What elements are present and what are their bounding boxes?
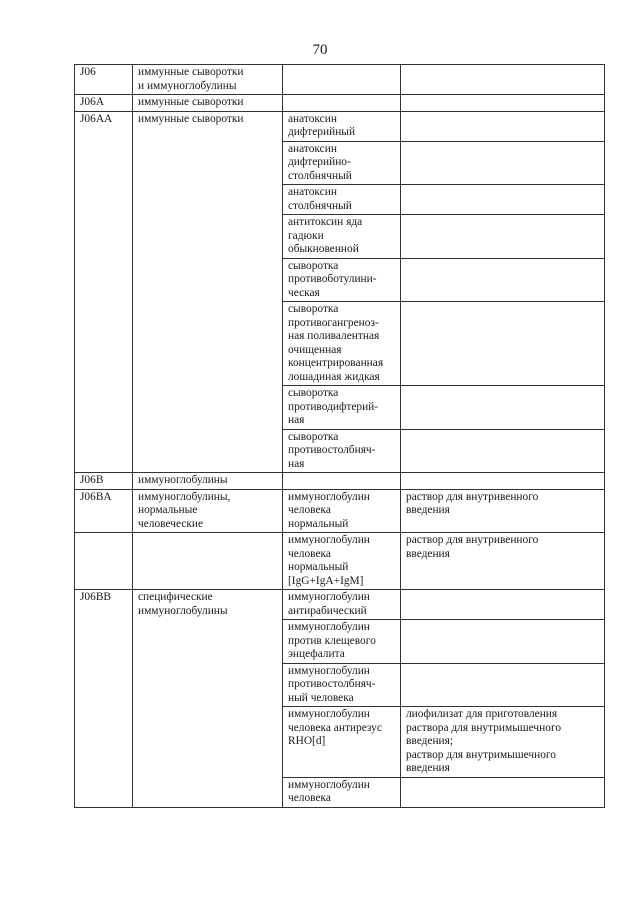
- page-number: 70: [312, 42, 328, 58]
- dosage-form: [401, 65, 605, 95]
- drug-name: иммуноглобулин противостолбняч- ный человека: [283, 663, 401, 707]
- table-row: [75, 489, 605, 533]
- pharmacological-group: иммуноглобулины, нормальные человеческие: [133, 489, 283, 533]
- dosage-form: лиофилизат для приготовления раствора для внутримышечного введения; раствор для внутримышечного введения: [401, 707, 605, 778]
- dosage-form: [401, 141, 605, 185]
- atc-code: J06BB: [75, 590, 133, 808]
- drug-name: иммуноглобулин против клещевого энцефалита: [283, 620, 401, 664]
- atc-code: J06: [75, 65, 133, 95]
- dosage-form: [401, 302, 605, 386]
- atc-code: J06BA: [75, 489, 133, 533]
- drug-name: сыворотка противостолбняч- ная: [283, 429, 401, 473]
- dosage-form: [401, 215, 605, 259]
- atc-code: J06B: [75, 473, 133, 490]
- pharmacological-group: иммуноглобулины: [133, 473, 283, 490]
- table-row: [75, 590, 605, 620]
- drug-name: [283, 95, 401, 112]
- drug-name: [283, 473, 401, 490]
- atc-code: J06A: [75, 95, 133, 112]
- dosage-form: [401, 258, 605, 302]
- drug-name: иммуноглобулин человека нормальный [IgG+IgA+IgM]: [283, 533, 401, 590]
- table-row: [75, 65, 605, 95]
- table-row: [75, 95, 605, 112]
- dosage-form: [401, 473, 605, 490]
- dosage-form: [401, 386, 605, 430]
- drug-name: иммуноглобулин человека: [283, 777, 401, 807]
- table-row: [75, 473, 605, 490]
- dosage-form: [401, 663, 605, 707]
- dosage-form: раствор для внутривенного введения: [401, 533, 605, 590]
- dosage-form: раствор для внутривенного введения: [401, 489, 605, 533]
- drug-name: сыворотка противогангреноз- ная поливалентная очищенная концентрированная лошадиная жидкая: [283, 302, 401, 386]
- drug-name: анатоксин столбнячный: [283, 185, 401, 215]
- drug-name: [283, 65, 401, 95]
- dosage-form: [401, 95, 605, 112]
- drug-name: анатоксин дифтерийно- столбнячный: [283, 141, 401, 185]
- drug-name: иммуноглобулин антирабический: [283, 590, 401, 620]
- dosage-form: [401, 620, 605, 664]
- pharmacological-group: иммунные сыворотки: [133, 111, 283, 473]
- drug-name: иммуноглобулин человека нормальный: [283, 489, 401, 533]
- drug-name: сыворотка противоботулини- ческая: [283, 258, 401, 302]
- drug-name: сыворотка противодифтерий- ная: [283, 386, 401, 430]
- dosage-form: [401, 777, 605, 807]
- atc-drug-table: [74, 64, 605, 808]
- atc-code: [75, 533, 133, 590]
- pharmacological-group: [133, 533, 283, 590]
- table-row: [75, 533, 605, 590]
- pharmacological-group: иммунные сыворотки: [133, 95, 283, 112]
- atc-code: J06AA: [75, 111, 133, 473]
- pharmacological-group: иммунные сыворотки и иммуноглобулины: [133, 65, 283, 95]
- table-row: [75, 111, 605, 141]
- drug-name: анатоксин дифтерийный: [283, 111, 401, 141]
- drug-name: антитоксин яда гадюки обыкновенной: [283, 215, 401, 259]
- dosage-form: [401, 590, 605, 620]
- drug-name: иммуноглобулин человека антирезус RHO[d]: [283, 707, 401, 778]
- pharmacological-group: специфические иммуноглобулины: [133, 590, 283, 808]
- dosage-form: [401, 185, 605, 215]
- dosage-form: [401, 111, 605, 141]
- dosage-form: [401, 429, 605, 473]
